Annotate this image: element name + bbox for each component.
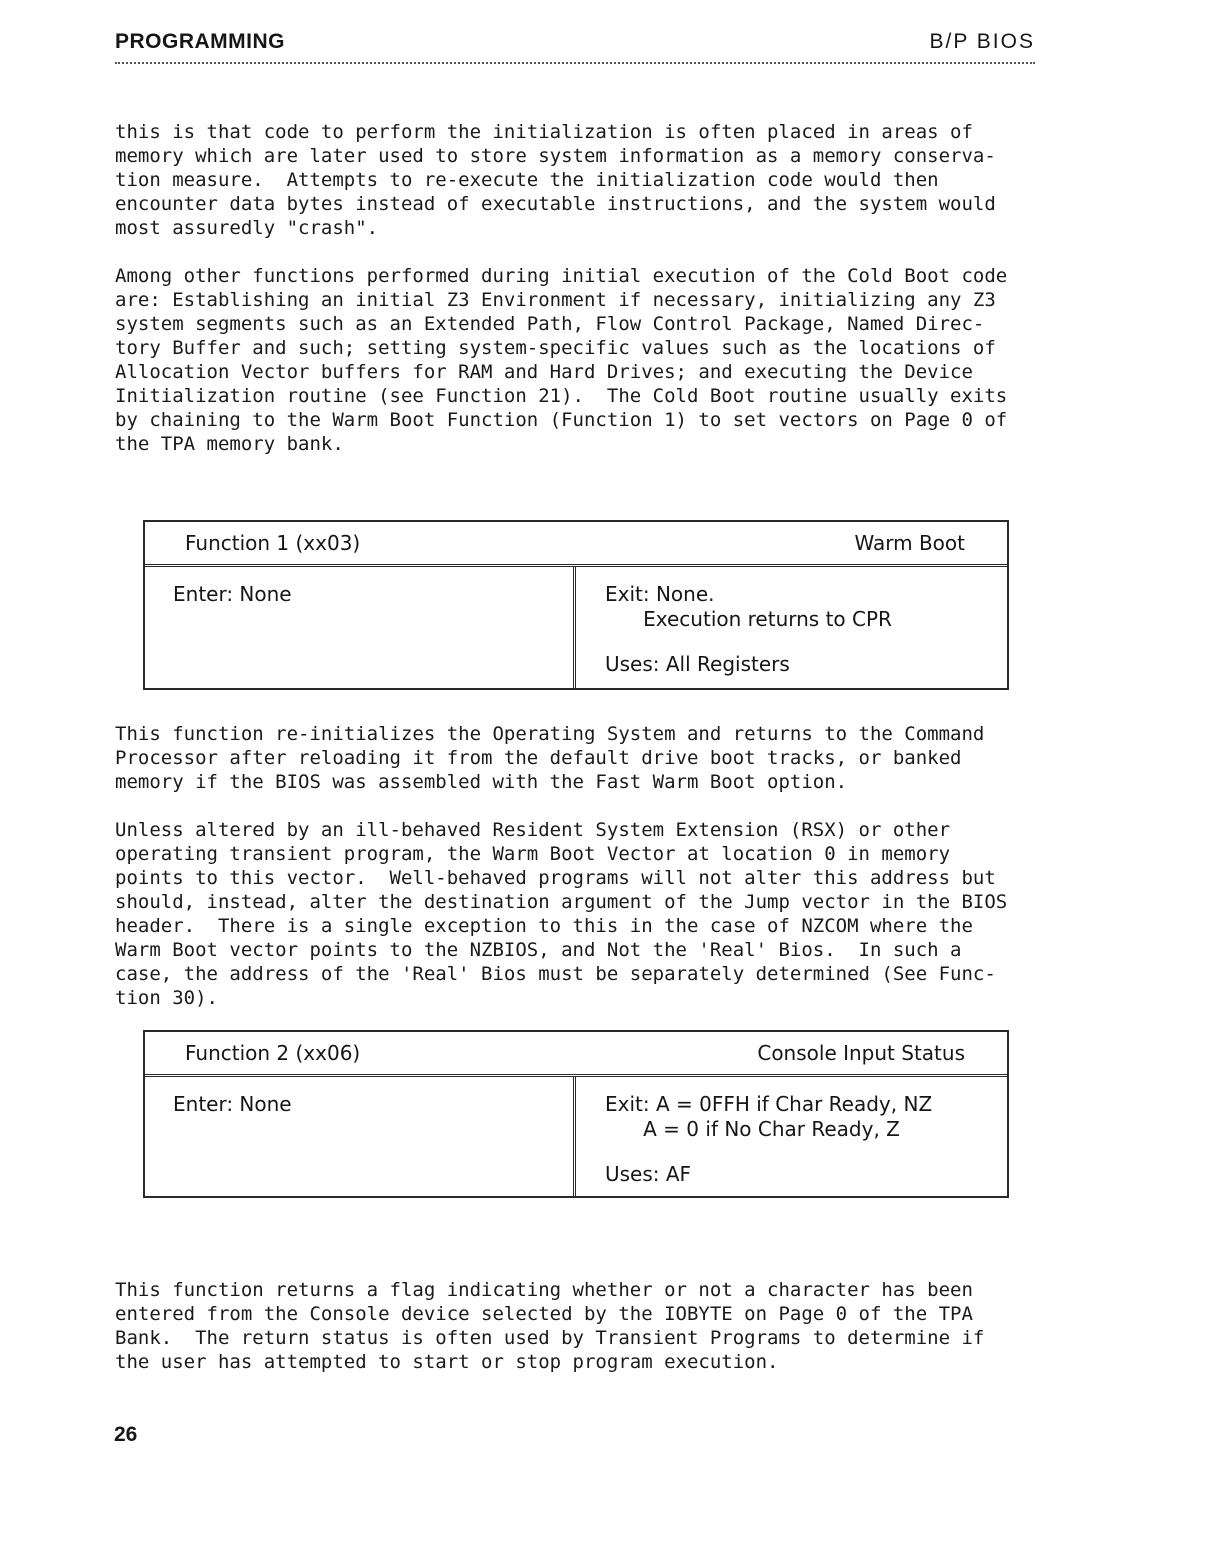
function-1-title: Warm Boot (854, 531, 965, 555)
function-2-enter: Enter: None (173, 1092, 292, 1116)
paragraph-console-status: This function returns a flag indicating whether or not a character has been entered from the Console device selected by the IOBYTE on Page 0 of the TPA Bank. The return status is often used by Transient Programs to determine if the user has attempted to start or stop program execution. (115, 1279, 996, 1373)
function-1-uses: Uses: All Registers (605, 652, 790, 676)
page-number: 26 (114, 1423, 138, 1446)
paragraph-warm-boot-vector: Unless altered by an ill-behaved Resident System Extension (RSX) or other operating transient program, the Warm Boot Vector at location 0 in memory points to this vector. Well-behaved programs will not alter this address but should, instead, alter the destination argument of the Jump vector in the BIOS header. There is a single exception to this in the case of NZCOM where the Warm Boot vector points to the NZBIOS, and Not the 'Real' Bios. In such a case, the address of the 'Real' Bios must be separately determined (See Func-tion 30). (115, 819, 1019, 1009)
function-1-box (143, 520, 1009, 690)
paragraph-cold-boot: Among other functions performed during initial execution of the Cold Boot code are: Establishing an initial Z3 Environment if necessary, initializing any Z3 system segments such as an Extended Path, Flow Control Package, Named Direc-tory Buffer and such; setting system-specific values such as the locations of Allocation Vector buffers for RAM and Hard Drives; and executing the Device Initialization routine (see Function 21). The Cold Boot routine usually exits by chaining to the Warm Boot Function (Function 1) to set vectors on Page 0 of the TPA memory bank. (115, 265, 1019, 455)
function-2-header (145, 1032, 1007, 1077)
function-2-box (143, 1030, 1009, 1198)
function-2-body (145, 1077, 1007, 1196)
function-2-exit: Exit: A = 0FFH if Char Ready, NZ A = 0 if No Char Ready, Z (605, 1092, 933, 1141)
function-2-title: Console Input Status (757, 1041, 965, 1065)
page-header (115, 30, 1035, 60)
function-1-enter: Enter: None (173, 582, 292, 606)
paragraph-init-code: this is that code to perform the initialization is often placed in areas of memory which are later used to store system information as a memory conserva-tion measure. Attempts to re-execute the initialization code would then encounter data bytes instead of executable instructions, and the system would most assuredly "crash". (115, 121, 1008, 239)
function-2-label: Function 2 (xx06) (185, 1041, 361, 1065)
function-1-divider (573, 567, 576, 688)
function-1-exit: Exit: None. Execution returns to CPR (605, 582, 892, 631)
header-rule (115, 62, 1035, 64)
chapter-title: B/P BIOS (929, 30, 1035, 53)
function-1-body (145, 567, 1007, 688)
section-title: PROGRAMMING (115, 30, 285, 53)
function-1-label: Function 1 (xx03) (185, 531, 361, 555)
function-2-uses: Uses: AF (605, 1162, 692, 1186)
function-1-header (145, 522, 1007, 567)
function-2-divider (573, 1077, 576, 1196)
paragraph-warm-boot: This function re-initializes the Operating System and returns to the Command Processor after reloading it from the default drive boot tracks, or banked memory if the BIOS was assembled with the Fast Warm Boot option. (115, 723, 996, 793)
